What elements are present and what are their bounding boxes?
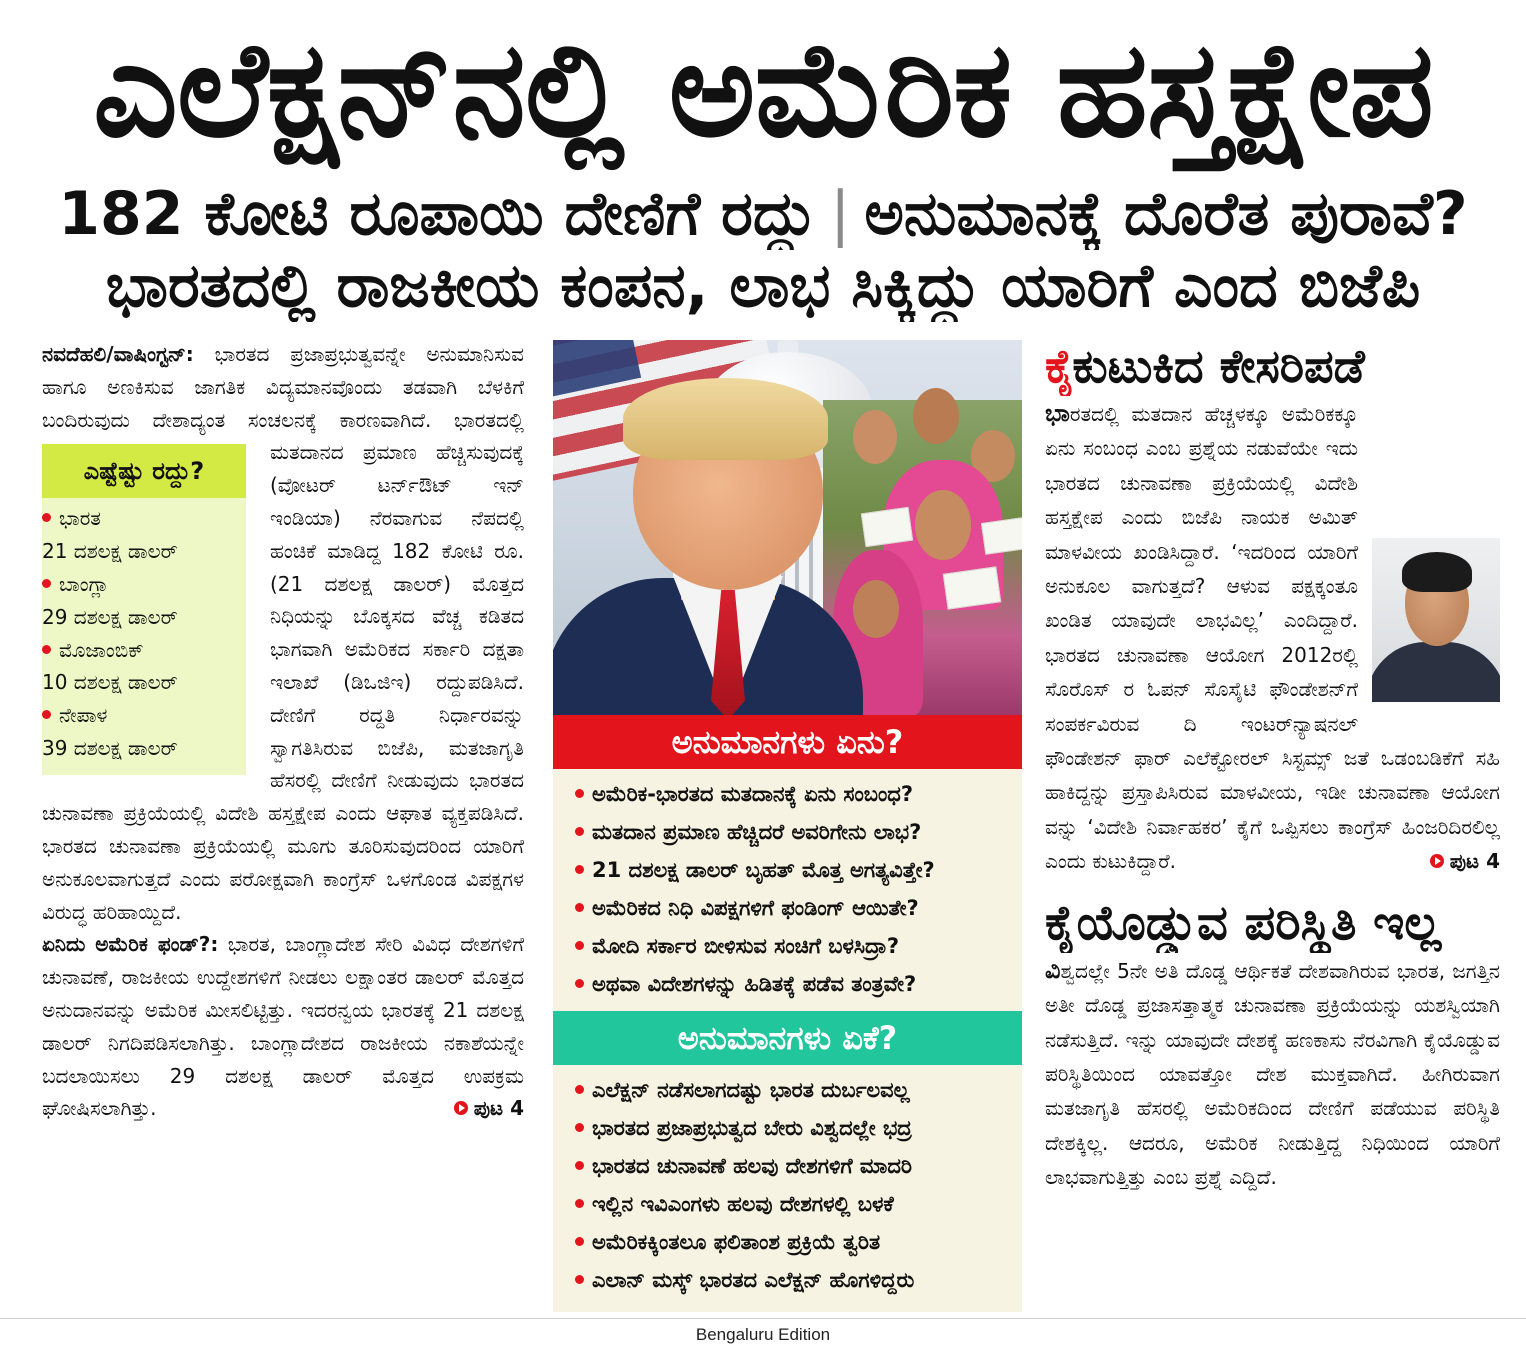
list-item xyxy=(575,813,1008,851)
doubts-why-list xyxy=(553,1065,1022,1307)
article-text-1b: ಮತದಾನದ ಪ್ರಮಾಣ ಹೆಚ್ಚಿಸುವುದಕ್ಕೆ (ವೋಟರ್ ಟರ್ನ್‌ಔಟ್ ಇನ್ ಇಂಡಿಯಾ) ನೆರವಾಗುವ ನೆಪದಲ್ಲಿ ಹಂಚಿಕೆ ಮಾಡಿದ್ದ 182 ಕೋಟಿ ರೂ. (21 ದಶಲಕ್ಷ ಡಾಲರ್) ಮೊತ್ತದ ನಿಧಿಯನ್ನು ಬೊಕ್ಕಸದ ವೆಚ್ಚ ಕಡಿತದ ಭಾಗವಾಗಿ ಅಮೆರಿಕದ ಸರ್ಕಾರಿ ದಕ್ಷತಾ ಇಲಾಖೆ (ಡಿಒಜಿಇ) ರದ್ದುಪಡಿಸಿದೆ. ದೇಣಿಗೆ ರದ್ದತಿ ನಿರ್ಧಾರವನ್ನು ಸ್ವಾಗತಿಸಿರುವ ಬಿಜೆಪಿ, ಮತಜಾಗೃತಿ ಹೆಸರಲ್ಲಿ ದೇಣಿಗೆ ನೀಡುವುದು ಭಾರತದ ಚುನಾವಣಾ ಪ್ರಕ್ರಿಯೆಯಲ್ಲಿ ವಿದೇಶಿ ಹಸ್ತಕ್ಷೇಪ ಎಂದು ಆಘಾತ ವ್ಯಕ್ತಪಡಿಸಿದೆ. ಭಾರತದ ಚುನಾವಣಾ ಪ್ರಕ್ರಿಯೆಯಲ್ಲಿ ಮೂಗು ತೂರಿಸುವುದರಿಂದ ಯಾರಿಗೆ ಅನುಕೂಲವಾಗುತ್ತದೆ ಎಂದು ಪರೋಕ್ಷವಾಗಿ ಕಾಂಗ್ರೆಸ್ ಒಳಗೊಂಡ ವಿಪಕ್ಷಗಳ ವಿರುದ್ಧ ಹರಿಹಾಯ್ದಿದೆ. xyxy=(42,440,524,924)
fund-country xyxy=(42,634,246,667)
voter-face xyxy=(913,388,959,444)
leader-photo xyxy=(1372,538,1500,702)
list-item-text: ಇಲ್ಲಿನ ಇವಿಎಂಗಳು ಹಲವು ದೇಶಗಳಲ್ಲಿ ಬಳಕೆ xyxy=(592,1192,894,1216)
continued-page: ಪುಟ 4 xyxy=(1449,849,1500,874)
list-item-text: ಅಥವಾ ವಿದೇಶಗಳನ್ನು ಹಿಡಿತಕ್ಕೆ ಪಡೆವ ತಂತ್ರವೇ? xyxy=(592,972,917,996)
bullet-icon xyxy=(42,710,51,719)
fund-country xyxy=(42,502,246,535)
doubts-what-list xyxy=(553,769,1022,1011)
voter-face xyxy=(853,410,897,464)
bullet-icon xyxy=(575,1161,584,1170)
doubts-panel xyxy=(553,340,1022,1312)
list-item xyxy=(575,1223,1008,1261)
side-story-1-text: ಭಾರತದಲ್ಲಿ ಮತದಾನ ಹೆಚ್ಚಳಕ್ಕೂ ಅಮೆರಿಕಕ್ಕೂ ಏನು ಸಂಬಂಧ ಎಂಬ ಪ್ರಶ್ನೆಯ ನಡುವೆಯೇ ಇದು ಭಾರತದ ಚುನಾವಣಾ ಪ್ರಕ್ರಿಯೆಯಲ್ಲಿ ವಿದೇಶಿ ಹಸ್ತಕ್ಷೇಪ ಎಂದು ಬಿಜೆಪಿ ನಾಯಕ ಅಮಿತ್ ಮಾಳವೀಯ ಖಂಡಿಸಿದ್ದಾರೆ. ‘ಇದರಿಂದ ಯಾರಿಗೆ ಅನುಕೂಲ ವಾಗುತ್ತದೆ? ಆಳುವ ಪಕ್ಷಕ್ಕಂತೂ ಖಂಡಿತ ಯಾವುದೇ ಲಾಭವಿಲ್ಲ’ ಎಂದಿದ್ದಾರೆ. ಭಾರತದ ಚುನಾವಣಾ ಆಯೋಗ 2012ರಲ್ಲಿ ಸೊರೊಸ್ ರ ಓಪನ್ ಸೊಸೈಟಿ ಫೌಂಡೇಶನ್‌ಗೆ ಸಂಪರ್ಕವಿರುವ ದಿ ಇಂಟರ್‌ನ್ಯಾಷನಲ್ ಫೌಂಡೇಶನ್ ಫಾರ್ ಎಲೆಕ್ಟೋರಲ್ ಸಿಸ್ಟಮ್ಸ್ ಜತೆ ಒಡಂಬಡಿಕೆಗೆ ಸಹಿ ಹಾಕಿದ್ದನ್ನು ಪ್ರಸ್ತಾಪಿಸಿರುವ ಮಾಳವೀಯ, ಇಡೀ ಚುನಾವಣಾ ಆಯೋಗ ವನ್ನು ‘ವಿದೇಶಿ ನಿರ್ವಾಹಕರ’ ಕೈಗೆ ಒಪ್ಪಿಸಲು ಕಾಂಗ್ರೆಸ್ ಹಿಂಜರಿದಿರಲಿಲ್ಲ ಎಂದು ಕುಟುಕಿದ್ದಾರೆ. xyxy=(1045,399,1500,874)
side-story-2-title: ಕೈಯೊಡ್ಡುವ ಪರಿಸ್ಥಿತಿ ಇಲ್ಲ xyxy=(1045,894,1442,951)
article-paragraph-1a xyxy=(42,338,524,436)
article-text-2: ಭಾರತ, ಬಾಂಗ್ಲಾದೇಶ ಸೇರಿ ವಿವಿಧ ದೇಶಗಳಿಗೆ ಚುನಾವಣೆ, ರಾಜಕೀಯ ಉದ್ದೇಶಗಳಿಗೆ ನೀಡಲು ಲಕ್ಷಾಂತರ ಡಾಲರ್ ಮೊತ್ತದ ಅನುದಾನವನ್ನು ಅಮೆರಿಕ ಮೀಸಲಿಟ್ಟಿತ್ತು. ಇದರನ್ವಯ ಭಾರತಕ್ಕೆ 21 ದಶಲಕ್ಷ ಡಾಲರ್ ನಿಗದಿಪಡಿಸಲಾಗಿತ್ತು. ಬಾಂಗ್ಲಾದೇಶದ ರಾಜಕೀಯ ನಕಾಶೆಯನ್ನೇ ಬದಲಾಯಿಸಲು 29 ದಶಲಕ್ಷ ಡಾಲರ್ ಮೊತ್ತದ ಉಪಕ್ರಮ ಘೋಷಿಸಲಾಗಿತ್ತು. xyxy=(42,932,524,1121)
list-item xyxy=(575,851,1008,889)
cancelled-funds-box xyxy=(42,444,246,774)
fund-amount: 39 ದಶಲಕ್ಷ ಡಾಲರ್ xyxy=(42,735,178,760)
subheadline-2: ಭಾರತದಲ್ಲಿ ರಾಜಕೀಯ ಕಂಪನ, ಲಾಭ ಸಿಕ್ಕಿದ್ದು ಯಾರಿಗೆ ಎಂದ ಬಿಜೆಪಿ xyxy=(105,251,1421,321)
fund-country-label: ಬಾಂಗ್ಲಾ xyxy=(59,571,109,596)
bullet-icon xyxy=(42,645,51,654)
cancelled-funds-list xyxy=(42,498,246,774)
continued-arrow-icon xyxy=(454,1101,468,1115)
bullet-icon xyxy=(575,1275,584,1284)
voter-id-card xyxy=(981,517,1022,555)
list-item xyxy=(575,1185,1008,1223)
list-item-text: ಅಮೆರಿಕಕ್ಕಿಂತಲೂ ಫಲಿತಾಂಶ ಪ್ರಕ್ರಿಯೆ ತ್ವರಿತ xyxy=(592,1230,881,1254)
fund-country xyxy=(42,699,246,732)
fund-amount: 21 ದಶಲಕ್ಷ ಡಾಲರ್ xyxy=(42,539,178,564)
continued-marker xyxy=(1420,844,1500,878)
voter-id-card xyxy=(943,566,1001,609)
voter-face xyxy=(853,580,899,638)
main-headline: ಎಲೆಕ್ಷನ್‌ನಲ್ಲಿ ಅಮೆರಿಕ ಹಸ್ತಕ್ಷೇಪ xyxy=(93,13,1433,167)
fund-country-label: ನೇಪಾಳ xyxy=(59,703,108,728)
article-text-1a: ಭಾರತದ ಪ್ರಜಾಪ್ರಭುತ್ವವನ್ನೇ ಅನುಮಾನಿಸುವ ಹಾಗೂ ಅಣಕಿಸುವ ಜಾಗತಿಕ ವಿದ್ಯಮಾನವೊಂದು ತಡವಾಗಿ ಬೆಳಕಿಗೆ ಬಂದಿರುವುದು ದೇಶಾದ್ಯಂತ ಸಂಚಲನಕ್ಕೆ ಕಾರಣವಾಗಿದೆ. ಭಾರತದಲ್ಲಿ xyxy=(42,342,524,432)
list-item-text: ಅಮೆರಿಕದ ನಿಧಿ ವಿಪಕ್ಷಗಳಿಗೆ ಫಂಡಿಂಗ್ ಆಯಿತೇ? xyxy=(592,896,919,920)
side-story-2-body xyxy=(1045,953,1500,1195)
leader-hair xyxy=(1402,552,1472,592)
doubts-why-banner: ಅನುಮಾನಗಳು ಏಕೆ? xyxy=(553,1011,1022,1065)
continued-arrow-icon xyxy=(1430,854,1444,868)
subheadline-1-left: 182 ಕೋಟಿ ರೂಪಾಯಿ ದೇಣಿಗೆ ರದ್ದು xyxy=(58,179,817,249)
bullet-icon xyxy=(42,579,51,588)
list-item-text: ಭಾರತದ ಚುನಾವಣೆ ಹಲವು ದೇಶಗಳಿಗೆ ಮಾದರಿ xyxy=(592,1154,912,1178)
voter-face xyxy=(915,490,971,560)
bullet-icon xyxy=(575,1237,584,1246)
side-story-1-title xyxy=(1045,336,1500,396)
list-item-text: ಮತದಾನ ಪ್ರಮಾಣ ಹೆಚ್ಚಿದರೆ ಅವರಿಗೇನು ಲಾಭ? xyxy=(592,820,922,844)
list-item xyxy=(575,1147,1008,1185)
edition-label: Bengaluru Edition xyxy=(695,1325,831,1344)
bullet-icon xyxy=(575,941,584,950)
list-item xyxy=(575,1109,1008,1147)
list-item xyxy=(575,1071,1008,1109)
side-story-2-text: ವಿಶ್ವದಲ್ಲೇ 5ನೇ ಅತಿ ದೊಡ್ಡ ಆರ್ಥಿಕತೆ ದೇಶವಾಗಿರುವ ಭಾರತ, ಜಗತ್ತಿನ ಅತೀ ದೊಡ್ಡ ಪ್ರಜಾಸತ್ತಾತ್ಮಕ ಚುನಾವಣಾ ಪ್ರಕ್ರಿಯೆಯನ್ನು ಯಶಸ್ವಿಯಾಗಿ ನಡೆಸುತ್ತಿದೆ. ಇನ್ನು ಯಾವುದೇ ದೇಶಕ್ಕೆ ಹಣಕಾಸು ನೆರವಿಗಾಗಿ ಕೈಯೊಡ್ಡುವ ಪರಿಸ್ಥಿತಿಯಿಂದ ಯಾವತ್ತೋ ದೇಶ ಮುಕ್ತವಾಗಿದೆ. ಹೀಗಿರುವಾಗ ಮತಜಾಗೃತಿ ಹೆಸರಲ್ಲಿ ಅಮೆರಿಕದಿಂದ ದೇಣಿಗೆ ಪಡೆಯುವ ಪರಿಸ್ಥಿತಿ ದೇಶಕ್ಕಿಲ್ಲ. ಆದರೂ, ಅಮೆರಿಕ ನೀಡುತ್ತಿದ್ದ ನಿಧಿಯಿಂದ ಯಾರಿಗೆ ಲಾಭವಾಗುತ್ತಿತ್ತು ಎಂಬ ಪ್ರಶ್ನೆ ಎದ್ದಿದೆ. xyxy=(1045,955,1500,1190)
list-item-text: ಎಲೆಕ್ಷನ್ ನಡೆಸಲಾಗದಷ್ಟು ಭಾರತ ದುರ್ಬಲವಲ್ಲ xyxy=(592,1078,910,1102)
bullet-icon xyxy=(42,513,51,522)
continued-marker xyxy=(444,1092,524,1125)
subheadline-1 xyxy=(30,178,1496,250)
article-subhead: ಏನಿದು ಅಮೆರಿಕ ಫಂಡ್?: xyxy=(42,932,219,957)
list-item xyxy=(575,965,1008,1003)
side-story-1-title-accent: ಕೈ xyxy=(1045,339,1073,393)
list-item-text: ಭಾರತದ ಪ್ರಜಾಪ್ರಭುತ್ವದ ಬೇರು ವಿಶ್ವದಲ್ಲೇ ಭದ್ರ xyxy=(592,1116,912,1140)
list-item-text: ಎಲಾನ್ ಮಸ್ಕ್ ಭಾರತದ ಎಲೆಕ್ಷನ್ ಹೊಗಳಿದ್ದರು xyxy=(592,1268,915,1292)
side-stories xyxy=(1045,336,1500,1314)
list-item xyxy=(575,1261,1008,1299)
fund-amount: 10 ದಶಲಕ್ಷ ಡಾಲರ್ xyxy=(42,670,178,695)
fund-country xyxy=(42,568,246,601)
article-paragraph-2 xyxy=(42,928,524,1125)
side-story-1-title-rest: ಕುಟುಕಿದ ಕೇಸರಿಪಡೆ xyxy=(1072,339,1365,393)
fund-amount: 29 ದಶಲಕ್ಷ ಡಾಲರ್ xyxy=(42,604,178,629)
cancelled-funds-title: ಎಷ್ಟೆಷ್ಟು ರದ್ದು? xyxy=(42,444,246,498)
list-item-text: ಅಮೆರಿಕ-ಭಾರತದ ಮತದಾನಕ್ಕೆ ಏನು ಸಂಬಂಧ? xyxy=(592,782,914,806)
bullet-icon xyxy=(575,903,584,912)
doubts-what-banner: ಅನುಮಾನಗಳು ಏನು? xyxy=(553,715,1022,769)
bullet-icon xyxy=(575,827,584,836)
bullet-icon xyxy=(575,789,584,798)
article-paragraph-1b xyxy=(42,436,524,928)
continued-page: ಪುಟ 4 xyxy=(473,1096,524,1121)
main-article xyxy=(42,338,524,1306)
bullet-icon xyxy=(575,979,584,988)
footer-rule xyxy=(0,1318,1526,1319)
bullet-icon xyxy=(575,1085,584,1094)
subheadline-1-right: ಅನುಮಾನಕ್ಕೆ ದೊರೆತ ಪುರಾವೆ? xyxy=(864,179,1468,249)
fund-country-label: ಮೊಜಾಂಬಿಕ್ xyxy=(59,637,144,662)
dateline: ನವದೆಹಲಿ/ವಾಷಿಂಗ್ಟನ್: xyxy=(42,342,194,366)
list-item-text: 21 ದಶಲಕ್ಷ ಡಾಲರ್ ಬೃಹತ್ ಮೊತ್ತ ಅಗತ್ಯವಿತ್ತೇ? xyxy=(592,858,935,882)
bullet-icon xyxy=(575,865,584,874)
list-item xyxy=(575,927,1008,965)
portrait-hair xyxy=(623,378,828,460)
voter-id-card xyxy=(861,507,913,547)
bullet-icon xyxy=(575,1123,584,1132)
title-divider: | xyxy=(830,179,851,249)
news-photo xyxy=(553,340,1022,715)
list-item xyxy=(575,775,1008,813)
bullet-icon xyxy=(575,1199,584,1208)
leader-shirt xyxy=(1372,642,1500,702)
list-item xyxy=(575,889,1008,927)
list-item-text: ಮೋದಿ ಸರ್ಕಾರ ಬೀಳಿಸುವ ಸಂಚಿಗೆ ಬಳಸಿದ್ರಾ? xyxy=(592,934,900,958)
fund-country-label: ಭಾರತ xyxy=(59,506,101,531)
